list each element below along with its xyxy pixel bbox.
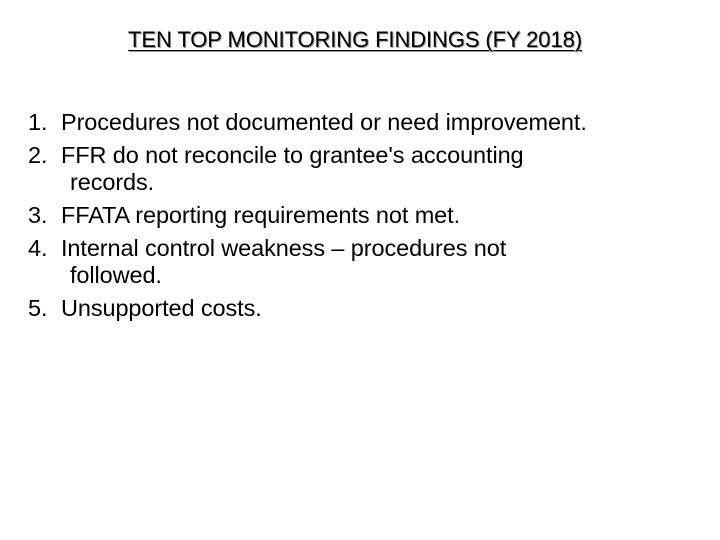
slide-title: TEN TOP MONITORING FINDINGS (FY 2018) — [128, 27, 582, 52]
findings-list — [28, 106, 700, 325]
list-item-text: FFATA reporting requirements not met. — [61, 202, 461, 228]
list-item-text: FFR do not reconcile to grantee's accounting — [61, 142, 524, 168]
list-item-text: Internal control weakness – procedures not — [61, 235, 507, 261]
list-item-text: Unsupported costs. — [61, 295, 262, 321]
list-item — [28, 292, 700, 325]
list-item-number: 4. — [28, 235, 48, 261]
list-item-number: 3. — [28, 202, 48, 228]
list-item-number: 1. — [28, 109, 48, 135]
list-item — [28, 139, 700, 199]
list-item-number: 5. — [28, 295, 48, 321]
list-item — [28, 232, 700, 292]
list-item-text-continued: records. — [70, 169, 155, 195]
list-item-number: 2. — [28, 142, 48, 168]
list-item — [28, 106, 700, 139]
list-item-text-continued: followed. — [70, 262, 162, 288]
list-item — [28, 199, 700, 232]
list-item-text: Procedures not documented or need improvement. — [61, 109, 587, 135]
